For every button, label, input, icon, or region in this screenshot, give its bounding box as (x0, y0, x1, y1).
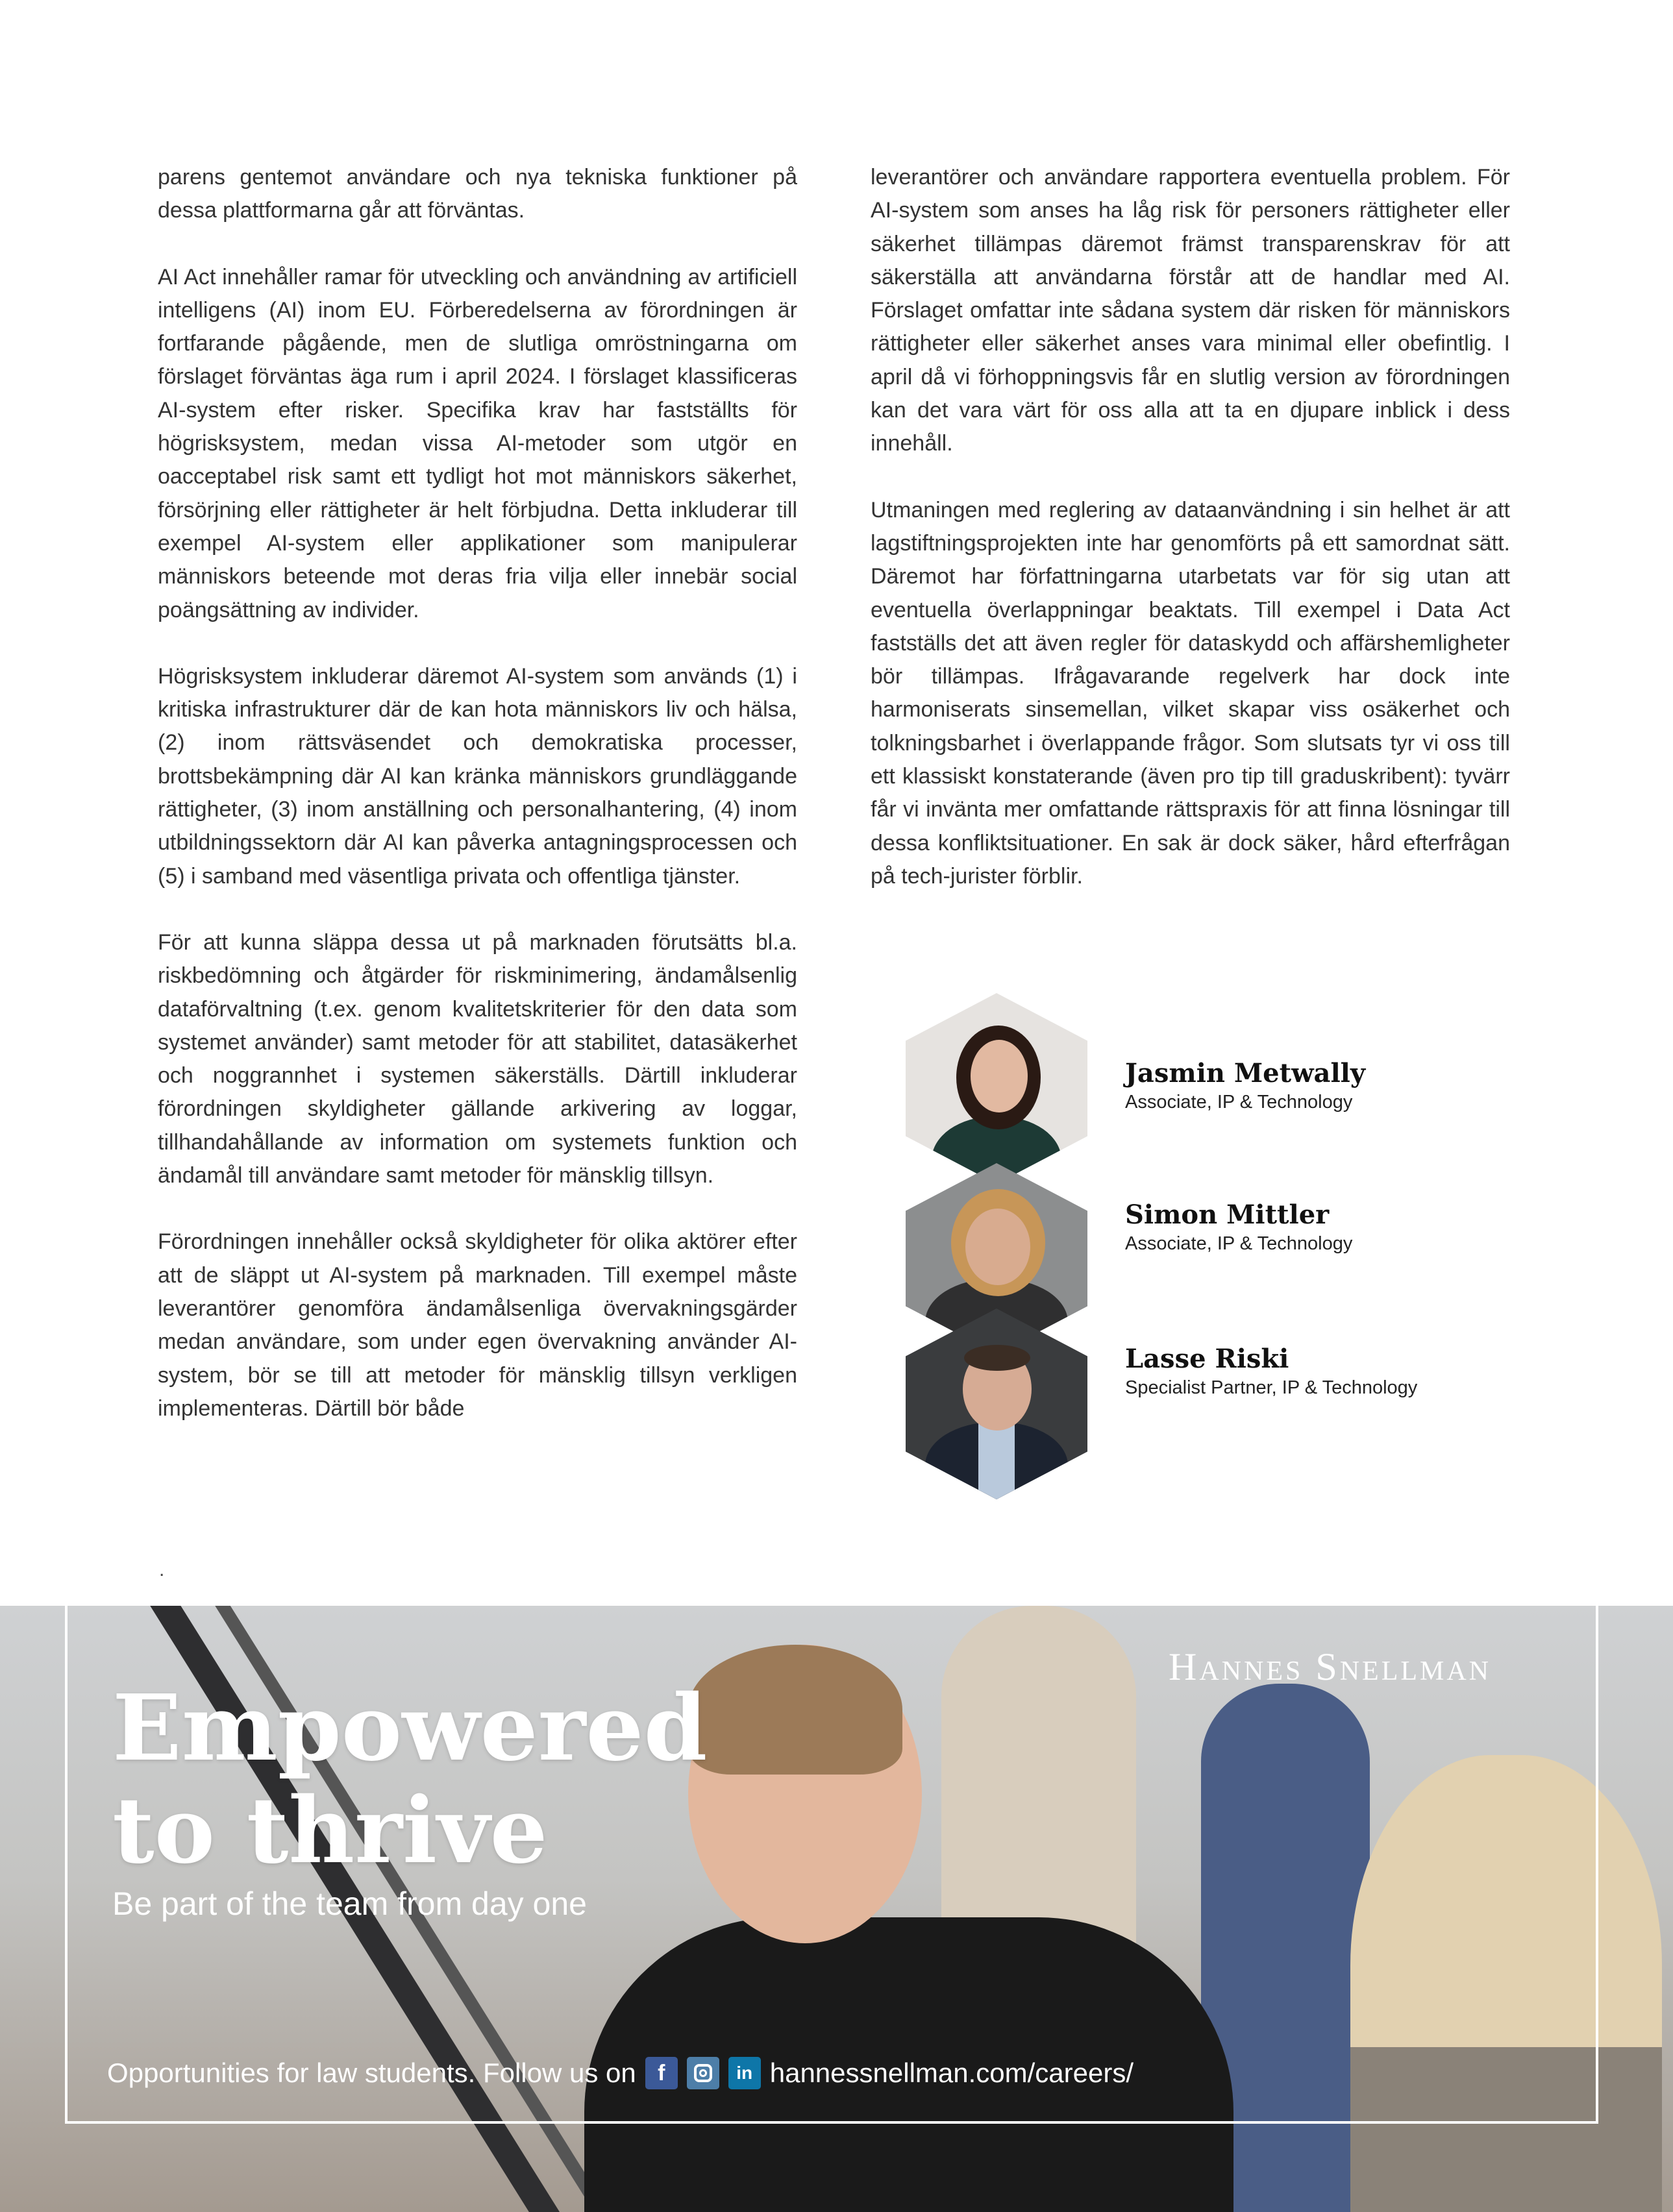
article-paragraph: Högrisksystem inkluderar däremot AI-system som används (1) i kritiska infrastrukturer där de kan hota människors liv och hälsa, (2) inom rättsväsendet och demokratiska processer, brottsbekämpning där AI kan kränka människors grundläggande rättigheter, (3) inom anställning och personalhantering, (4) inom utbildningssektorn där AI kan påverka antagningsprocessen och (5) i samband med väsentliga privata och offentliga tjänster. (158, 663, 797, 889)
author-role: Associate, IP & Technology (1125, 1092, 1353, 1112)
author-name: Lasse Riski (1125, 1344, 1289, 1374)
author-role: Associate, IP & Technology (1125, 1233, 1353, 1254)
author-lasse (1125, 1344, 1417, 1399)
article-column-left (158, 161, 797, 1458)
recruitment-banner (0, 1606, 1673, 2212)
article-paragraph: För att kunna släppa dessa ut på marknaden förutsätts bl.a. riskbedömning och åtgärder för riskminimering, ändamålsenlig dataförvaltning (t.ex. genom kvalitetskriterier för den data som systemet använder) samt metoder för att stabilitet, datasäkerhet och noggrannhet i systemen säkerställs. Därtill inkluderar förordningen skyldigheter gällande arkivering av loggar, tillhandahållande av information om systemets funktion och ändamål till användare samt metoder för mänsklig tillsyn. (158, 929, 797, 1188)
author-photo-jasmin (906, 993, 1087, 1184)
headline-line: Empowered (112, 1675, 708, 1782)
instagram-icon[interactable] (687, 2057, 719, 2089)
author-name: Jasmin Metwally (1125, 1058, 1366, 1088)
author-name: Simon Mittler (1125, 1199, 1330, 1230)
article-paragraph: AI Act innehåller ramar för utveckling och användning av artificiell intelligens (AI) inom EU. Förberedelserna av förordningen är fortfarande pågående, men de slutliga omröstningarna om förslaget förväntas äga rum i april 2024. I förslaget klassificeras AI-system efter risker. Specifika krav har fastställts för högrisksystem, medan vissa AI-metoder som utgör en oacceptabel risk samt ett tydligt hot mot människors säkerhet, försörjning eller rättigheter är helt förbjudna. Detta inkluderar till exempel AI-system eller applikationer som manipulerar människors beteende mot deras fria vilja eller innebär social poängsättning av individer. (158, 264, 797, 622)
author-jasmin (1125, 1058, 1365, 1113)
footer-text: Opportunities for law students. Follow us on (107, 2058, 636, 2088)
banner-headline (112, 1677, 826, 1882)
article-paragraph: parens gentemot användare och nya tekniska funktioner på dessa plattformarna går att förväntas. (158, 165, 797, 223)
article-paragraph: Utmaningen med reglering av dataanvändning i sin helhet är att lagstiftningsprojekten inte har genomförts på ett samordnat sätt. Däremot har författningarna utarbetats var för sig utan att eventuella överlappningar beaktats. Till exempel i Data Act fastställs det att även regler för dataskydd och affärshemligheter bör tillämpas. Ifrågavarande regelverk har dock inte harmoniserats sinsemellan, vilket skapar viss osäkerhet och tolkningsbarhet i överlappande frågor. Som slutsats tyr vi oss till ett klassiskt konstaterande (även pro tip till graduskribent): tyvärr får vi invänta mer omfattande rättspraxis för att finna lösningar till dessa konfliktsituationer. En sak är dock säker, hård efterfrågan på tech-jurister förblir. (871, 497, 1510, 889)
banner-footer (107, 2054, 1134, 2093)
author-simon (1125, 1199, 1352, 1255)
linkedin-icon[interactable]: in (728, 2057, 761, 2089)
article-paragraph: leverantörer och användare rapportera eventuella problem. För AI-system som anses ha låg risk för personers rättigheter eller säkerhet tillämpas däremot främst transparenskrav för att säkerställa att användarna förstår att de handlar med AI. Förslaget omfattar inte sådana system där risken för människors rättigheter eller säkerhet anses vara minimal eller obefintlig. I april då vi förhoppningsvis får en slutlig version av förordningen kan det vara värt för oss alla att ta en djupare inblick i dess innehåll. (871, 165, 1510, 456)
article-column-right (871, 161, 1510, 926)
author-photo-lasse (906, 1309, 1087, 1499)
careers-link[interactable]: hannessnellman.com/careers/ (769, 2058, 1134, 2088)
author-role: Specialist Partner, IP & Technology (1125, 1377, 1418, 1398)
stray-mark: . (159, 1559, 165, 1580)
headline-line: to thrive (112, 1778, 548, 1884)
banner-subhead: Be part of the team from day one (112, 1886, 587, 1922)
author-list (906, 993, 1490, 1499)
brand-logo: Hannes Snellman (1169, 1645, 1492, 1688)
article-paragraph: Förordningen innehåller också skyldigheter för olika aktörer efter att de släppt ut AI-system på marknaden. Till exempel måste leverantörer genomföra ändamålsenliga övervakningsgärder medan användare, som under egen övervakning använder AI-system, bör se till att metoder för mänsklig tillsyn verkligen implementeras. Därtill bör både (158, 1229, 797, 1421)
facebook-icon[interactable]: f (645, 2057, 678, 2089)
